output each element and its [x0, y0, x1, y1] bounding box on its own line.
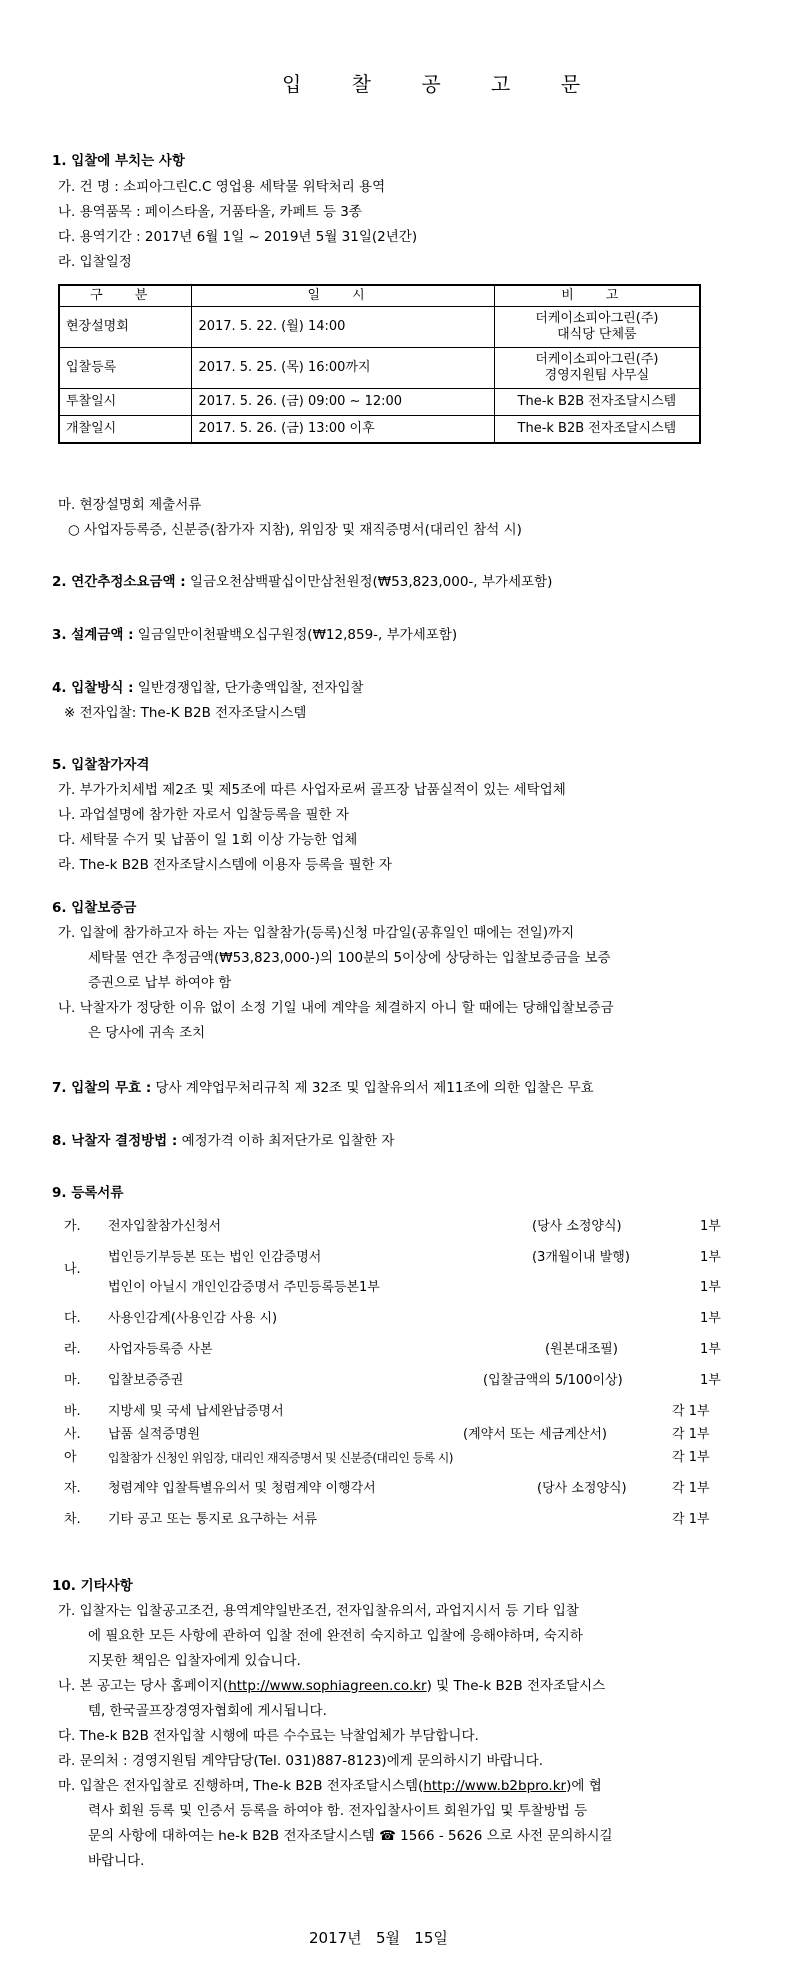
- s10-item-e-line2: 력사 회원 등록 및 인증서 등록을 하여야 함. 전자입찰사이트 회원가입 및 투찰방법 등: [88, 1803, 588, 1819]
- s1-item-a: 가. 건 명 : 소피아그린C.C 영업용 세탁물 위탁처리 용역: [58, 179, 386, 195]
- doc-qty: 각 1부: [672, 1450, 710, 1465]
- s10-item-d: 라. 문의처 : 경영지원팀 계약담당(Tel. 031)887-8123)에게 문의하시기 바랍니다.: [58, 1753, 544, 1769]
- s6-item-b-line2: 은 당사에 귀속 조치: [88, 1025, 206, 1041]
- doc-qty: 각 1부: [672, 1404, 710, 1419]
- homepage-link[interactable]: http://www.sophiagreen.co.kr: [228, 1678, 427, 1694]
- schedule-event: 입찰등록: [59, 348, 192, 389]
- doc-name: 법인이 아닐시 개인인감증명서 주민등록등본1부: [108, 1280, 380, 1295]
- s5-item: 나. 과업설명에 참가한 자로서 입찰등록을 필한 자: [58, 807, 349, 823]
- schedule-row: [59, 348, 700, 389]
- doc-name: 입찰참가 신청인 위임장, 대리인 재직증명서 및 신분증(대리인 등록 시): [108, 1451, 453, 1465]
- section-3: [52, 627, 457, 643]
- schedule-row: [59, 416, 700, 444]
- schedule-note: [494, 348, 700, 389]
- section-8-text: 예정가격 이하 최저단가로 입찰한 자: [177, 1133, 395, 1149]
- s1-item-d: 라. 입찰일정: [58, 254, 132, 270]
- doc-qty: 각 1부: [672, 1427, 710, 1442]
- schedule-table: [58, 284, 701, 444]
- schedule-note-line1: 더케이소피아그린(주): [535, 352, 659, 367]
- section-4-note: ※ 전자입찰: The-K B2B 전자조달시스템: [64, 705, 307, 721]
- s1-item-c: 다. 용역기간 : 2017년 6월 1일 ~ 2019년 5월 31일(2년간): [58, 229, 418, 245]
- doc-label: 마.: [64, 1373, 81, 1388]
- s10-item-b-line1: [58, 1678, 605, 1694]
- s6-item-a-line1: 가. 입찰에 참가하고자 하는 자는 입찰참가(등록)신청 마감일(공휴일인 때에는 전일)까지: [58, 925, 575, 941]
- doc-name: 청렴계약 입찰특별유의서 및 청렴계약 이행각서: [108, 1481, 376, 1496]
- schedule-header-category: 구 분: [59, 285, 192, 307]
- schedule-header-note: 비 고: [494, 285, 700, 307]
- doc-note: (원본대조필): [545, 1342, 618, 1357]
- s10-item-e-line4: 바랍니다.: [88, 1853, 145, 1869]
- s10-item-a-line3: 지못한 책임은 입찰자에게 있습니다.: [88, 1653, 301, 1669]
- section-3-text: 일금일만이천팔백오십구원정(₩12,859-, 부가세포함): [133, 627, 458, 643]
- s10-item-e-text-end: )에 협: [566, 1778, 602, 1794]
- s10-item-b-text-end: ) 및 The-k B2B 전자조달시스: [426, 1678, 606, 1694]
- s1-item-e: 마. 현장설명회 제출서류: [58, 497, 202, 513]
- s6-item-a-line3: 증권으로 납부 하여야 함: [88, 975, 232, 991]
- schedule-note: The-k B2B 전자조달시스템: [494, 416, 700, 444]
- doc-label: 다.: [64, 1311, 81, 1326]
- s10-item-b-text: 나. 본 공고는 당사 홈페이지(: [58, 1678, 229, 1694]
- schedule-note: The-k B2B 전자조달시스템: [494, 389, 700, 416]
- doc-label: 사.: [64, 1427, 81, 1442]
- doc-label: 아: [64, 1450, 77, 1465]
- s1-item-b: 나. 용역품목 : 페이스타올, 거품타올, 카페트 등 3종: [58, 204, 362, 220]
- schedule-row: [59, 307, 700, 348]
- section-6-heading: 6. 입찰보증금: [52, 900, 137, 916]
- s5-item: 다. 세탁물 수거 및 납품이 일 1회 이상 가능한 업체: [58, 832, 358, 848]
- doc-qty: 1부: [700, 1280, 721, 1295]
- section-7: [52, 1080, 594, 1096]
- schedule-row: [59, 389, 700, 416]
- doc-qty: 1부: [700, 1250, 721, 1265]
- doc-label: 바.: [64, 1404, 81, 1419]
- schedule-datetime: 2017. 5. 22. (월) 14:00: [192, 307, 494, 348]
- schedule-header-datetime: 일 시: [192, 285, 494, 307]
- section-9-heading: 9. 등록서류: [52, 1185, 124, 1201]
- doc-qty: 1부: [700, 1311, 721, 1326]
- doc-label: 차.: [64, 1512, 81, 1527]
- schedule-datetime: 2017. 5. 26. (금) 13:00 이후: [192, 416, 494, 444]
- s10-item-e-line3: 문의 사항에 대하여는 he-k B2B 전자조달시스템 ☎ 1566 - 5626 으로 사전 문의하시길: [88, 1828, 613, 1844]
- doc-qty: 1부: [700, 1342, 721, 1357]
- s6-item-b-line1: 나. 낙찰자가 정당한 이유 없이 소정 기일 내에 계약을 체결하지 아니 할 때에는 당해입찰보증금: [58, 1000, 614, 1016]
- schedule-header-row: [59, 285, 700, 307]
- doc-name: 지방세 및 국세 납세완납증명서: [108, 1404, 284, 1419]
- doc-name: 기타 공고 또는 통지로 요구하는 서류: [108, 1512, 318, 1527]
- section-8: [52, 1133, 394, 1149]
- doc-qty: 각 1부: [672, 1481, 710, 1496]
- doc-qty: 1부: [700, 1373, 721, 1388]
- schedule-datetime: 2017. 5. 25. (목) 16:00까지: [192, 348, 494, 389]
- doc-qty: 1부: [700, 1219, 721, 1234]
- doc-qty: 각 1부: [672, 1512, 710, 1527]
- s10-item-b-line2: 템, 한국골프장경영자협회에 게시됩니다.: [88, 1703, 327, 1719]
- doc-label: 나.: [64, 1262, 81, 1277]
- s6-item-a-line2: 세탁물 연간 추정금액(₩53,823,000-)의 100분의 5이상에 상당하는 입찰보증금을 보증: [88, 950, 611, 966]
- section-5-heading: 5. 입찰참가자격: [52, 757, 150, 773]
- schedule-event: 투찰일시: [59, 389, 192, 416]
- section-7-text: 당사 계약업무처리규칙 제 32조 및 입찰유의서 제11조에 의한 입찰은 무효: [151, 1080, 594, 1096]
- doc-name: 입찰보증증권: [108, 1373, 184, 1388]
- section-2: [52, 574, 552, 590]
- s5-item: 라. The-k B2B 전자조달시스템에 이용자 등록을 필한 자: [58, 857, 392, 873]
- schedule-event: 개찰일시: [59, 416, 192, 444]
- schedule-note-line2: 경영지원팀 사무실: [544, 368, 650, 383]
- schedule-note-line2: 대식당 단체룸: [557, 327, 637, 342]
- notice-date: 2017년 5월 15일: [309, 1929, 448, 1947]
- s10-item-c: 다. The-k B2B 전자입찰 시행에 따른 수수료는 낙찰업체가 부담합니다.: [58, 1728, 479, 1744]
- doc-name: 납품 실적증명원: [108, 1427, 201, 1442]
- section-4-text: 일반경쟁입찰, 단가총액입찰, 전자입찰: [133, 680, 364, 696]
- doc-note: (당사 소정양식): [537, 1481, 627, 1496]
- s1-item-e-detail: ○ 사업자등록증, 신분증(참가자 지참), 위임장 및 재직증명서(대리인 참석 시): [68, 522, 522, 538]
- s10-item-e-text: 마. 입찰은 전자입찰로 진행하며, The-k B2B 전자조달시스템(: [58, 1778, 424, 1794]
- section-4: [52, 680, 364, 696]
- section-4-heading: 4. 입찰방식 :: [52, 680, 134, 696]
- section-8-heading: 8. 낙찰자 결정방법 :: [52, 1133, 178, 1149]
- s10-item-a-line1: 가. 입찰자는 입찰공고조건, 용역계약일반조건, 전자입찰유의서, 과업지시서 등 기타 입찰: [58, 1603, 579, 1619]
- section-1-heading: 1. 입찰에 부치는 사항: [52, 153, 185, 169]
- doc-name: 전자입찰참가신청서: [108, 1219, 222, 1234]
- section-7-heading: 7. 입찰의 무효 :: [52, 1080, 152, 1096]
- doc-name: 사업자등록증 사본: [108, 1342, 213, 1357]
- schedule-event: 현장설명회: [59, 307, 192, 348]
- doc-name: 사용인감계(사용인감 사용 시): [108, 1311, 278, 1326]
- section-2-heading: 2. 연간추정소요금액 :: [52, 574, 186, 590]
- doc-label: 라.: [64, 1342, 81, 1357]
- b2bpro-link[interactable]: http://www.b2bpro.kr: [423, 1778, 567, 1794]
- doc-name: 법인등기부등본 또는 법인 인감증명서: [108, 1250, 322, 1265]
- s10-item-a-line2: 에 필요한 모든 사항에 관하여 입찰 전에 완전히 숙지하고 입찰에 응해야하며, 숙지하: [88, 1628, 583, 1644]
- section-3-heading: 3. 설계금액 :: [52, 627, 134, 643]
- doc-label: 자.: [64, 1481, 81, 1496]
- section-10-heading: 10. 기타사항: [52, 1578, 133, 1594]
- page-title: 입 찰 공 고 문: [282, 72, 603, 96]
- s10-item-e-line1: [58, 1778, 602, 1794]
- schedule-note: [494, 307, 700, 348]
- doc-note: (3개월이내 발행): [532, 1250, 630, 1265]
- schedule-note-line1: 더케이소피아그린(주): [535, 311, 659, 326]
- doc-note: (계약서 또는 세금계산서): [463, 1427, 607, 1442]
- doc-note: (당사 소정양식): [532, 1219, 622, 1234]
- schedule-datetime: 2017. 5. 26. (금) 09:00 ~ 12:00: [192, 389, 494, 416]
- s5-item: 가. 부가가치세법 제2조 및 제5조에 따른 사업자로써 골프장 납품실적이 있는 세탁업체: [58, 782, 566, 798]
- section-2-text: 일금오천삼백팔십이만삼천원정(₩53,823,000-, 부가세포함): [185, 574, 553, 590]
- doc-label: 가.: [64, 1219, 81, 1234]
- doc-note: (입찰금액의 5/100이상): [483, 1373, 623, 1388]
